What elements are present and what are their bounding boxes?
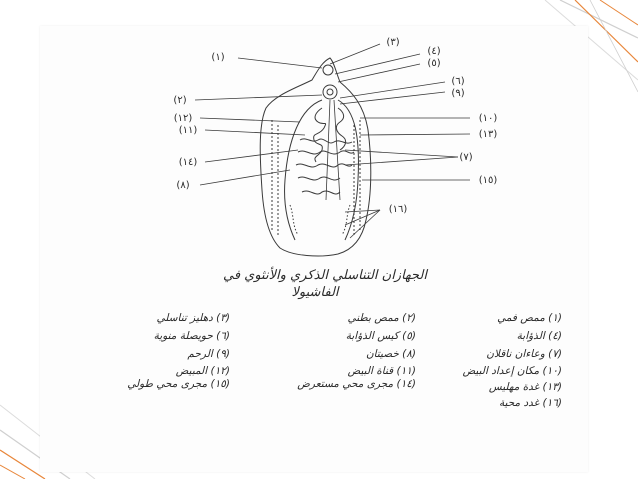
- callout-11: (١١): [178, 125, 198, 136]
- callout-5: (٥): [427, 58, 441, 69]
- diagram-title-line1: الجهازان التناسلي الذكري والأنثوي في: [222, 268, 427, 283]
- callout-3: (٣): [386, 37, 400, 48]
- legend-item: (٨) خصيتان: [365, 348, 416, 360]
- legend-item: (٦) حويصلة منوية: [153, 330, 230, 342]
- callout-1: (١): [211, 52, 225, 63]
- callout-6: (٦): [451, 76, 465, 87]
- callout-14: (١٤): [178, 157, 198, 168]
- oral-sucker: [323, 65, 333, 75]
- legend-item: (٧) وعاءان ناقلان: [486, 348, 562, 360]
- legend-item: (١٦) غدد محية: [498, 397, 562, 409]
- callout-13: (١٣): [478, 129, 498, 140]
- callout-10: (١٠): [478, 113, 498, 124]
- legend-item: (٣) دهليز تناسلي: [156, 312, 230, 324]
- legend-item: (٤) الذؤابة: [516, 330, 562, 342]
- legend-item: (١٥) مجرى محي طولي: [127, 378, 230, 390]
- legend-item: (١٣) غدة مهليس: [488, 381, 562, 393]
- legend-item: (٢) ممص بطني: [347, 312, 416, 324]
- callout-8: (٨): [176, 180, 190, 191]
- legend-item: (١٤) مجرى محي مستعرض: [297, 378, 416, 390]
- callout-12: (١٢): [173, 113, 193, 124]
- callout-7: (٧): [459, 152, 473, 163]
- callout-15: (١٥): [478, 175, 498, 186]
- legend-item: (١٠) مكان إعداد البيض: [462, 365, 562, 377]
- legend-item: (١٢) المبيض: [175, 365, 230, 377]
- ventral-sucker: [323, 85, 337, 99]
- callout-2: (٢): [173, 95, 187, 106]
- callout-4: (٤): [427, 46, 441, 57]
- legend-item: (١) ممص فمي: [497, 312, 562, 324]
- callout-9: (٩): [451, 88, 465, 99]
- legend-item: (٩) الرحم: [187, 348, 230, 360]
- testes: [296, 139, 354, 194]
- legend-item: (٥) كيس الذؤابة: [345, 330, 416, 342]
- callout-16: (١٦): [388, 204, 408, 215]
- diagram-title-line2: الفاشيولا: [291, 285, 339, 300]
- legend-item: (١١) قناة البيض: [347, 365, 416, 377]
